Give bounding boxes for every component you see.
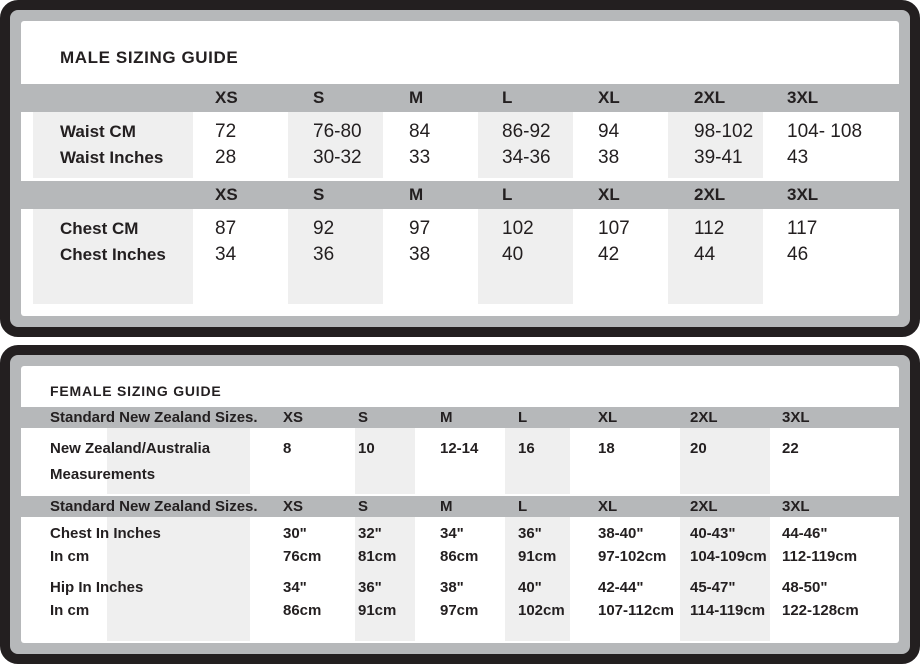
male-waist-rows (21, 112, 899, 171)
size-value: 40 (502, 244, 524, 265)
size-value: 38-40" (598, 525, 644, 542)
size-value: 20 (690, 440, 707, 457)
size-value: 43 (787, 147, 809, 168)
size-column-header: M (409, 88, 424, 107)
row-label: New Zealand/Australia (50, 440, 211, 457)
female-hip-rows (21, 568, 899, 622)
size-value: 30" (283, 525, 307, 542)
size-value: 76cm (283, 548, 322, 565)
size-value: 34-36 (502, 147, 551, 168)
female-chest-hip-section (21, 517, 899, 641)
size-column-header: XS (215, 88, 238, 107)
size-value: 86-92 (502, 121, 551, 142)
size-value: 107-112cm (598, 602, 674, 619)
row-label: In cm (50, 602, 90, 619)
row-label: In cm (50, 548, 90, 565)
male-chest-rows (21, 209, 899, 268)
size-column-header: 3XL (782, 409, 810, 426)
size-value: 42-44" (598, 579, 644, 596)
size-value: 12-14 (440, 440, 479, 457)
size-value: 102cm (518, 602, 565, 619)
female-size-header-row-1 (21, 407, 899, 428)
size-value: 97cm (440, 602, 479, 619)
row-label: Waist CM (60, 122, 136, 141)
size-value: 38 (409, 244, 431, 265)
size-value: 76-80 (313, 121, 362, 142)
size-column-header: 2XL (694, 88, 726, 107)
size-value: 97 (409, 218, 431, 239)
size-column-header: S (358, 498, 369, 515)
size-value: 46 (787, 244, 809, 265)
size-column-header: M (440, 409, 453, 426)
size-value: 10 (358, 440, 375, 457)
size-value: 86cm (440, 548, 479, 565)
female-nz-au-rows (21, 428, 899, 488)
size-value: 104-109cm (690, 548, 767, 565)
size-value: 36" (518, 525, 542, 542)
size-column-header: S (313, 88, 325, 107)
row-label: Chest CM (60, 219, 139, 238)
size-column-header: XL (598, 498, 618, 515)
size-value: 32" (358, 525, 382, 542)
size-value: 36 (313, 244, 335, 265)
size-value: 122-128cm (782, 602, 859, 619)
size-value: 112 (694, 218, 725, 239)
size-value: 45-47" (690, 579, 736, 596)
size-value: 87 (215, 218, 237, 239)
male-chest-section (21, 209, 899, 304)
size-value: 86cm (283, 602, 322, 619)
row-label: Chest In Inches (50, 525, 161, 542)
size-value: 114-119cm (690, 602, 766, 619)
size-value: 22 (782, 440, 799, 457)
size-column-header: XS (215, 185, 238, 204)
size-value: 97-102cm (598, 548, 667, 565)
size-value: 72 (215, 121, 237, 142)
size-value: 34 (215, 244, 237, 265)
female-chest-rows (21, 517, 899, 568)
size-column-header: L (502, 185, 513, 204)
size-value: 44 (694, 244, 716, 265)
size-value: 84 (409, 121, 431, 142)
size-column-header: 2XL (690, 409, 718, 426)
size-value: 44-46" (782, 525, 828, 542)
size-column-header: XL (598, 185, 620, 204)
size-value: 33 (409, 147, 431, 168)
size-value: 102 (502, 218, 534, 239)
female-table-title: FEMALE SIZING GUIDE (50, 383, 222, 399)
size-value: 39-41 (694, 147, 743, 168)
size-value: 16 (518, 440, 535, 457)
male-chest-size-header-row (21, 181, 899, 209)
size-value: 36" (358, 579, 382, 596)
size-value: 38 (598, 147, 620, 168)
size-value: 94 (598, 121, 620, 142)
size-value: 91cm (358, 602, 397, 619)
size-value: 112-119cm (782, 548, 858, 565)
size-value: 48-50" (782, 579, 828, 596)
female-size-header-row-2 (21, 496, 899, 517)
size-column-header: 2XL (694, 185, 726, 204)
size-column-header: XL (598, 409, 618, 426)
size-column-header: M (409, 185, 424, 204)
male-waist-section (21, 112, 899, 178)
size-column-header: L (502, 88, 513, 107)
row-label: Chest Inches (60, 245, 166, 264)
size-column-header: XS (283, 409, 304, 426)
size-value: 107 (598, 218, 630, 239)
size-value: 42 (598, 244, 620, 265)
size-value: 81cm (358, 548, 397, 565)
size-value: 117 (787, 218, 818, 239)
size-column-header: 2XL (690, 498, 718, 515)
standard-sizes-label: Standard New Zealand Sizes. (50, 498, 258, 515)
size-value: 91cm (518, 548, 557, 565)
row-label: Hip In Inches (50, 579, 144, 596)
size-column-header: 3XL (787, 185, 819, 204)
row-label: Measurements (50, 466, 156, 483)
size-column-header: L (518, 498, 528, 515)
female-sizing-guide-panel (0, 345, 920, 664)
female-panel-content (21, 366, 899, 643)
size-column-header: 3XL (782, 498, 810, 515)
size-value: 8 (283, 440, 292, 457)
size-value: 98-102 (694, 121, 754, 142)
size-value: 40-43" (690, 525, 736, 542)
size-value: 18 (598, 440, 615, 457)
row-label: Waist Inches (60, 148, 164, 167)
size-value: 34" (283, 579, 307, 596)
size-column-header: XL (598, 88, 620, 107)
male-panel-content (21, 21, 899, 316)
size-column-header: L (518, 409, 528, 426)
size-column-header: S (358, 409, 369, 426)
size-value: 28 (215, 147, 237, 168)
size-value: 38" (440, 579, 464, 596)
female-nz-au-section (21, 428, 899, 494)
size-value: 30-32 (313, 147, 362, 168)
size-column-header: S (313, 185, 325, 204)
size-value: 34" (440, 525, 464, 542)
size-value: 40" (518, 579, 542, 596)
size-column-header: 3XL (787, 88, 819, 107)
size-column-header: XS (283, 498, 304, 515)
size-column-header: M (440, 498, 453, 515)
male-waist-size-header-row (21, 84, 899, 112)
standard-sizes-label: Standard New Zealand Sizes. (50, 409, 258, 426)
size-value: 104- 108 (787, 121, 863, 142)
male-table-title: MALE SIZING GUIDE (60, 48, 239, 67)
size-value: 92 (313, 218, 335, 239)
